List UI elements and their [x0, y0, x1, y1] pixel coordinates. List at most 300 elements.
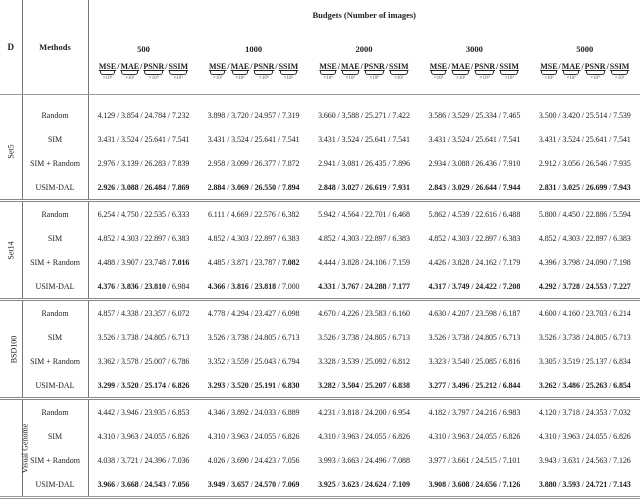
- metric-mse: [540, 62, 557, 82]
- metric-value: 3.718: [562, 407, 580, 417]
- metric-value: 3.908: [428, 479, 446, 489]
- metric-value: 7.109: [392, 479, 410, 489]
- metric-cell: 3.949 / 3.657 / 24.570 / 7.069: [198, 472, 308, 498]
- metric-value: 7.869: [171, 182, 190, 192]
- metric-scale: ×10³: [323, 76, 333, 81]
- metric-value: 3.029: [451, 182, 470, 192]
- metric-value: 25.334: [475, 110, 497, 120]
- metric-value: 3.660: [318, 110, 336, 120]
- metric-cell: 3.328 / 3.539 / 25.092 / 6.812: [318, 356, 410, 366]
- metric-separator: /: [385, 62, 388, 71]
- metric-value: 23.935: [144, 407, 166, 417]
- metric-labels-5000: [530, 56, 640, 95]
- metric-mae: [120, 62, 139, 82]
- metric-value: 6.333: [171, 209, 190, 219]
- metric-value: 6.889: [281, 407, 300, 417]
- metric-value: 6.853: [171, 407, 190, 417]
- metric-separator: /: [117, 62, 120, 71]
- metric-value: 4.346: [207, 407, 226, 417]
- metric-name: MSE: [429, 62, 448, 71]
- metric-value: 6.383: [392, 233, 410, 243]
- table-row: [0, 424, 640, 448]
- metric-value: 3.657: [231, 479, 249, 489]
- metric-separator: /: [606, 62, 609, 71]
- metric-value: 24.805: [254, 332, 277, 342]
- table-row: [0, 175, 640, 201]
- metric-value: 3.539: [341, 356, 360, 366]
- method-name: SIM + Random: [22, 448, 88, 472]
- metric-value: 6.844: [502, 380, 521, 390]
- metric-value: 3.767: [341, 281, 360, 291]
- metric-value: 4.292: [538, 281, 557, 291]
- metric-value: 6.834: [613, 356, 631, 366]
- metric-ssim: [499, 62, 519, 82]
- metric-value: 3.262: [538, 380, 557, 390]
- metric-value: 7.839: [171, 158, 190, 168]
- metric-value: 25.085: [475, 356, 497, 366]
- metric-value: 3.431: [538, 134, 557, 144]
- metric-separator: /: [250, 62, 253, 71]
- metric-value: 3.299: [97, 380, 116, 390]
- metric-value: 3.069: [231, 182, 249, 192]
- metric-value: 22.886: [585, 209, 608, 219]
- metric-value: 3.608: [451, 479, 470, 489]
- metric-value: 6.468: [392, 209, 410, 219]
- metric-value: 25.174: [144, 380, 166, 390]
- metric-value: 4.396: [538, 257, 557, 267]
- metric-psnr: [143, 62, 164, 82]
- metric-value: 24.805: [475, 332, 497, 342]
- metric-cell: 4.852 / 4.303 / 22.897 / 6.383: [97, 233, 190, 243]
- metric-value: 3.816: [231, 281, 249, 291]
- metric-value: 3.828: [451, 257, 470, 267]
- method-name: USIM-DAL: [22, 175, 88, 201]
- metric-value: 2.941: [318, 158, 336, 168]
- metric-cell: 3.323 / 3.540 / 25.085 / 6.816: [428, 356, 521, 366]
- metric-value: 7.208: [502, 281, 521, 291]
- metric-value: 7.896: [392, 158, 410, 168]
- dataset-label: [0, 103, 22, 201]
- metric-scale: ×10²: [614, 76, 625, 81]
- metric-value: 25.641: [365, 134, 387, 144]
- metric-value: 2.934: [428, 158, 446, 168]
- metric-value: 3.305: [538, 356, 557, 366]
- metric-value: 7.179: [502, 257, 521, 267]
- metric-cell: 6.254 / 4.750 / 22.535 / 6.333: [97, 209, 190, 219]
- metric-value: 22.897: [585, 233, 608, 243]
- metric-value: 7.541: [502, 134, 521, 144]
- metric-value: 7.036: [171, 455, 190, 465]
- metric-cell: 4.310 / 3.963 / 24.055 / 6.826: [318, 431, 410, 441]
- metric-cell: 3.362 / 3.578 / 25.007 / 6.786: [97, 356, 190, 366]
- metric-value: 25.007: [144, 356, 166, 366]
- metric-value: 2.912: [538, 158, 557, 168]
- metric-value: 22.897: [254, 233, 277, 243]
- dataset-name: Set5: [6, 143, 16, 159]
- metric-value: 5.594: [613, 209, 631, 219]
- metric-value: 3.524: [341, 134, 360, 144]
- metric-value: 25.137: [585, 356, 608, 366]
- metric-separator: /: [558, 62, 561, 71]
- metric-mse: [99, 62, 116, 82]
- metric-cell: 4.129 / 3.854 / 24.784 / 7.232: [97, 110, 190, 120]
- metric-value: 26.377: [254, 158, 277, 168]
- table-row: [0, 448, 640, 472]
- metric-value: 24.570: [254, 479, 277, 489]
- metric-value: 7.227: [613, 281, 631, 291]
- metric-cell: 4.310 / 3.963 / 24.055 / 6.826: [428, 431, 521, 441]
- metric-value: 2.884: [207, 182, 226, 192]
- method-name: Random: [22, 300, 88, 326]
- metric-value: 3.520: [231, 380, 249, 390]
- method-name: SIM: [22, 226, 88, 250]
- metric-value: 7.539: [613, 110, 631, 120]
- metric-value: 6.254: [97, 209, 116, 219]
- metric-value: 4.310: [428, 431, 446, 441]
- metric-value: 23.583: [365, 308, 387, 318]
- metric-value: 6.713: [502, 332, 521, 342]
- metric-value: 23.703: [585, 308, 608, 318]
- metric-value: 3.966: [97, 479, 116, 489]
- metric-value: 3.749: [451, 281, 470, 291]
- metric-cell: 5.800 / 4.450 / 22.886 / 5.594: [538, 209, 631, 219]
- metric-ssim: [168, 62, 188, 82]
- metric-cell: 3.526 / 3.738 / 24.805 / 6.713: [538, 332, 631, 342]
- metric-value: 4.338: [121, 308, 139, 318]
- metric-value: 3.925: [318, 479, 336, 489]
- metric-value: 3.420: [562, 110, 580, 120]
- metric-value: 3.836: [121, 281, 139, 291]
- metric-value: 3.586: [428, 110, 446, 120]
- metric-value: 3.056: [562, 158, 580, 168]
- metric-value: 25.092: [365, 356, 387, 366]
- metric-value: 22.535: [144, 209, 166, 219]
- metric-value: 6.854: [613, 380, 631, 390]
- metric-cell: 3.305 / 3.519 / 25.137 / 6.834: [538, 356, 631, 366]
- metric-value: 3.088: [121, 182, 139, 192]
- metric-value: 7.126: [613, 455, 631, 465]
- dataset-label: [0, 399, 30, 498]
- metric-value: 4.026: [207, 455, 226, 465]
- metric-value: 3.431: [207, 134, 226, 144]
- metric-name: MSE: [98, 62, 117, 71]
- metric-value: 24.515: [475, 455, 497, 465]
- metric-separator: /: [337, 62, 340, 71]
- metric-value: 4.444: [318, 257, 336, 267]
- metric-value: 26.283: [144, 158, 166, 168]
- metric-cell: 4.310 / 3.963 / 24.055 / 6.826: [538, 431, 631, 441]
- metric-value: 3.963: [341, 431, 360, 441]
- table-row: [0, 250, 640, 274]
- metric-value: 24.423: [254, 455, 277, 465]
- metric-value: 4.852: [97, 233, 116, 243]
- metric-value: 3.500: [538, 110, 557, 120]
- metric-name: SSIM: [499, 62, 519, 71]
- metric-value: 4.303: [121, 233, 139, 243]
- methods-column-header: Methods: [22, 0, 88, 95]
- metric-value: 3.559: [231, 356, 249, 366]
- metric-cell: 3.352 / 3.559 / 25.043 / 6.794: [207, 356, 300, 366]
- metric-value: 6.214: [613, 308, 631, 318]
- metric-value: 25.207: [365, 380, 387, 390]
- metric-value: 6.383: [171, 233, 190, 243]
- metric-value: 24.216: [475, 407, 497, 417]
- metric-scale: ×10³: [213, 76, 223, 81]
- metric-value: 7.032: [613, 407, 631, 417]
- metric-cell: 5.942 / 4.564 / 22.701 / 6.468: [318, 209, 410, 219]
- metric-value: 3.738: [121, 332, 139, 342]
- metric-value: 24.033: [254, 407, 277, 417]
- metric-value: 3.520: [121, 380, 139, 390]
- metric-value: 2.958: [207, 158, 226, 168]
- metric-value: 6.098: [281, 308, 300, 318]
- metric-cell: 3.880 / 3.593 / 24.721 / 7.143: [530, 472, 640, 498]
- metric-value: 3.738: [451, 332, 470, 342]
- metric-value: 4.310: [318, 431, 336, 441]
- metric-value: 3.721: [121, 455, 139, 465]
- metric-cell: 3.943 / 3.631 / 24.563 / 7.126: [538, 455, 631, 465]
- metric-scale: ×10⁰: [369, 76, 380, 81]
- metric-value: 3.854: [121, 110, 139, 120]
- metric-value: 25.641: [254, 134, 277, 144]
- metric-value: 3.293: [207, 380, 226, 390]
- metric-value: 3.277: [428, 380, 446, 390]
- metric-value: 4.669: [230, 209, 249, 219]
- metric-cell: 4.852 / 4.303 / 22.897 / 6.383: [538, 233, 631, 243]
- metric-cell: 4.331 / 3.767 / 24.288 / 7.177: [309, 274, 419, 300]
- metric-scale: ×10²: [345, 76, 355, 81]
- metric-cell: 3.431 / 3.524 / 25.641 / 7.541: [538, 134, 631, 144]
- metric-mse: [209, 62, 226, 82]
- metric-value: 7.016: [171, 257, 190, 267]
- table-row: [0, 201, 640, 227]
- metric-name: SSIM: [278, 62, 299, 71]
- metric-value: 25.641: [475, 134, 497, 144]
- metric-value: 24.055: [585, 431, 608, 441]
- metric-cell: 4.292 / 3.728 / 24.553 / 7.227: [530, 274, 640, 300]
- metric-value: 3.588: [341, 110, 360, 120]
- metric-cell: 4.670 / 4.226 / 23.583 / 6.160: [318, 308, 410, 318]
- metric-value: 3.526: [318, 332, 336, 342]
- metric-separator: /: [165, 62, 168, 71]
- metric-value: 4.317: [428, 281, 446, 291]
- metric-value: 4.226: [341, 308, 360, 318]
- dataset-column-header: D: [0, 0, 22, 95]
- metric-cell: 4.396 / 3.798 / 24.090 / 7.198: [538, 257, 631, 267]
- metric-cell: 3.993 / 3.663 / 24.496 / 7.088: [318, 455, 410, 465]
- metric-value: 4.231: [318, 407, 336, 417]
- metric-value: 6.983: [502, 407, 521, 417]
- metric-value: 7.944: [502, 182, 521, 192]
- metric-cell: 3.299 / 3.520 / 25.174 / 6.826: [88, 373, 198, 399]
- metric-value: 4.303: [451, 233, 470, 243]
- metric-value: 24.543: [144, 479, 166, 489]
- metric-value: 24.055: [475, 431, 497, 441]
- metric-cell: 3.977 / 3.661 / 24.515 / 7.101: [428, 455, 521, 465]
- metric-value: 4.310: [538, 431, 557, 441]
- metric-value: 3.025: [562, 182, 580, 192]
- metric-cell: 3.431 / 3.524 / 25.641 / 7.541: [318, 134, 410, 144]
- metric-scale: ×10⁰: [148, 76, 159, 81]
- metric-value: 3.088: [451, 158, 470, 168]
- metric-value: 2.976: [97, 158, 116, 168]
- metric-value: 4.129: [97, 110, 116, 120]
- metric-value: 4.442: [97, 407, 116, 417]
- metric-value: 25.212: [475, 380, 497, 390]
- metric-value: 3.496: [451, 380, 470, 390]
- metric-cell: 2.958 / 3.099 / 26.377 / 7.872: [207, 158, 300, 168]
- metric-value: 6.160: [392, 308, 410, 318]
- metric-labels-500: [88, 56, 198, 95]
- budget-header-500: 500: [137, 44, 150, 54]
- metric-cell: 3.526 / 3.738 / 24.805 / 6.713: [97, 332, 190, 342]
- method-name: SIM: [22, 424, 88, 448]
- metric-value: 3.139: [121, 158, 139, 168]
- table-row: [0, 325, 640, 349]
- metric-value: 25.043: [254, 356, 277, 366]
- dataset-label: [0, 201, 22, 300]
- metric-value: 26.550: [254, 182, 277, 192]
- metric-value: 3.081: [341, 158, 360, 168]
- metric-value: 25.641: [144, 134, 166, 144]
- metric-value: 22.701: [365, 209, 387, 219]
- metric-value: 6.816: [502, 356, 521, 366]
- metric-value: 6.786: [171, 356, 190, 366]
- metric-value: 6.383: [281, 233, 300, 243]
- metric-value: 4.852: [207, 233, 226, 243]
- metric-value: 4.366: [207, 281, 226, 291]
- metric-value: 3.993: [318, 455, 336, 465]
- metric-value: 4.376: [97, 281, 116, 291]
- metric-value: 3.431: [428, 134, 446, 144]
- metric-value: 4.564: [341, 209, 360, 219]
- metric-value: 3.526: [207, 332, 226, 342]
- metric-value: 24.106: [365, 257, 387, 267]
- metric-value: 25.191: [254, 380, 277, 390]
- metric-cell: 2.934 / 3.088 / 26.436 / 7.910: [428, 158, 521, 168]
- metric-cell: 5.862 / 4.539 / 22.616 / 6.488: [428, 209, 521, 219]
- metric-cell: 4.376 / 3.836 / 23.810 / 6.984: [88, 274, 198, 300]
- metric-value: 3.027: [341, 182, 360, 192]
- metric-value: 3.328: [318, 356, 336, 366]
- metric-value: 7.910: [502, 158, 521, 168]
- metric-value: 3.526: [97, 332, 116, 342]
- metric-value: 4.485: [207, 257, 226, 267]
- method-name: SIM + Random: [22, 151, 88, 175]
- metric-value: 3.880: [538, 479, 557, 489]
- metric-value: 24.353: [585, 407, 608, 417]
- metric-value: 6.954: [392, 407, 410, 417]
- metric-value: 6.187: [502, 308, 521, 318]
- metric-cell: 4.630 / 4.207 / 23.598 / 6.187: [428, 308, 521, 318]
- metric-value: 3.946: [121, 407, 139, 417]
- metric-value: 3.963: [562, 431, 580, 441]
- metric-value: 3.907: [121, 257, 139, 267]
- metric-value: 7.088: [392, 455, 410, 465]
- metric-cell: 6.111 / 4.669 / 22.576 / 6.382: [208, 209, 300, 219]
- metric-value: 22.897: [475, 233, 497, 243]
- metric-name: PSNR: [143, 62, 165, 71]
- metric-value: 24.957: [254, 110, 277, 120]
- metric-value: 26.484: [144, 182, 166, 192]
- table-row: [0, 399, 640, 425]
- metric-value: 6.826: [281, 431, 300, 441]
- metric-value: 4.207: [451, 308, 470, 318]
- metric-ssim: [389, 62, 409, 82]
- metric-value: 4.852: [538, 233, 557, 243]
- metric-cell: 3.293 / 3.520 / 25.191 / 6.830: [198, 373, 308, 399]
- metric-value: 3.524: [231, 134, 249, 144]
- metric-value: 7.935: [613, 158, 631, 168]
- metric-value: 3.690: [231, 455, 249, 465]
- metric-value: 5.800: [538, 209, 557, 219]
- metric-value: 7.872: [281, 158, 300, 168]
- metric-value: 6.826: [171, 431, 190, 441]
- metric-cell: 4.182 / 3.797 / 24.216 / 6.983: [428, 407, 521, 417]
- metric-value: 3.540: [451, 356, 470, 366]
- dataset-name: Visual Genome: [20, 423, 30, 473]
- metric-value: 3.663: [341, 455, 360, 465]
- metric-value: 6.072: [171, 308, 190, 318]
- method-name: Random: [22, 201, 88, 227]
- metric-value: 6.812: [392, 356, 410, 366]
- table-row: [0, 226, 640, 250]
- metric-mae: [562, 62, 581, 82]
- metric-value: 3.738: [562, 332, 580, 342]
- metric-value: 6.830: [281, 380, 300, 390]
- metric-value: 4.852: [428, 233, 446, 243]
- table-row: [0, 127, 640, 151]
- metric-value: 25.514: [585, 110, 608, 120]
- metric-value: 24.162: [475, 257, 497, 267]
- metric-name: SSIM: [609, 62, 630, 71]
- metric-value: 24.055: [365, 431, 387, 441]
- metric-cell: 4.600 / 4.160 / 23.703 / 6.214: [538, 308, 631, 318]
- metric-name: MAE: [230, 62, 250, 71]
- metric-cell: 4.852 / 4.303 / 22.897 / 6.383: [318, 233, 410, 243]
- dataset-name: BSD100: [9, 335, 19, 363]
- metric-scale: ×10⁰: [479, 76, 490, 81]
- metric-value: 4.310: [97, 431, 116, 441]
- metric-value: 24.721: [585, 479, 608, 489]
- metric-name: MAE: [561, 62, 581, 71]
- metric-value: 26.546: [585, 158, 608, 168]
- metric-value: 2.843: [428, 182, 446, 192]
- metric-cell: 3.966 / 3.668 / 24.543 / 7.056: [88, 472, 198, 498]
- metric-value: 3.431: [97, 134, 116, 144]
- metric-value: 24.200: [365, 407, 387, 417]
- metric-value: 3.661: [451, 455, 470, 465]
- metric-cell: 3.431 / 3.524 / 25.641 / 7.541: [97, 134, 190, 144]
- metric-scale: ×10⁰: [590, 76, 601, 81]
- metric-value: 7.931: [392, 182, 410, 192]
- metric-value: 3.529: [451, 110, 470, 120]
- results-body: [0, 95, 640, 498]
- metric-value: 24.055: [144, 431, 166, 441]
- metric-value: 7.056: [171, 479, 190, 489]
- metric-cell: 4.317 / 3.749 / 24.422 / 7.208: [419, 274, 529, 300]
- metric-cell: 3.282 / 3.504 / 25.207 / 6.838: [309, 373, 419, 399]
- metric-value: 24.055: [254, 431, 277, 441]
- metric-value: 7.541: [171, 134, 190, 144]
- metric-value: 6.713: [281, 332, 300, 342]
- metric-value: 3.943: [538, 455, 557, 465]
- metric-value: 5.942: [318, 209, 336, 219]
- metric-cell: 2.884 / 3.069 / 26.550 / 7.894: [198, 175, 308, 201]
- metric-scale: ×10²: [394, 76, 404, 81]
- metric-value: 23.357: [144, 308, 166, 318]
- metric-value: 4.038: [97, 455, 116, 465]
